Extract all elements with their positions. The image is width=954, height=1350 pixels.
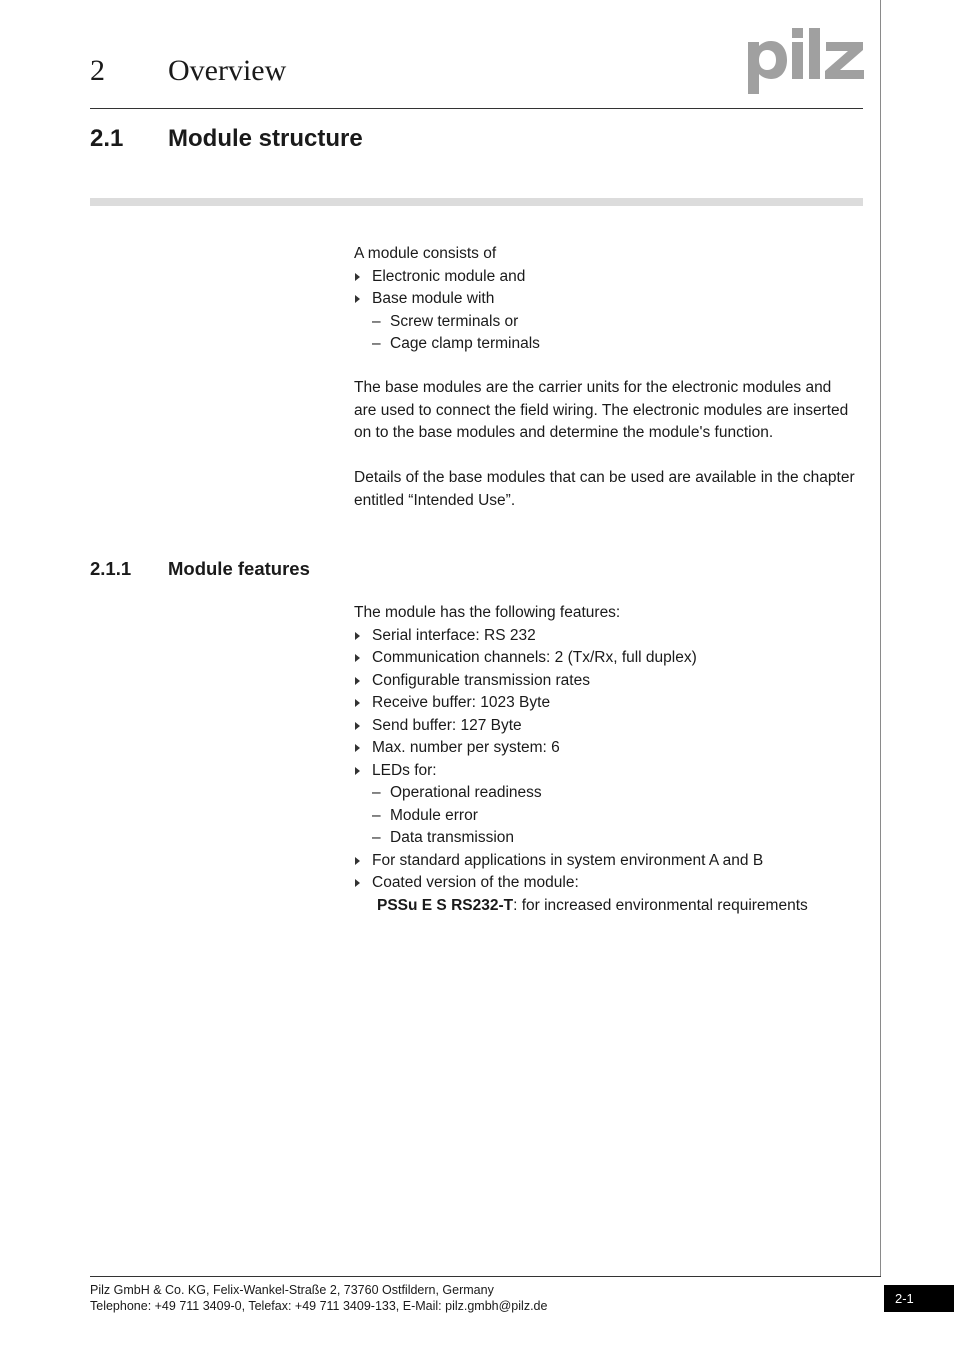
sub-list-item-text: Data transmission bbox=[390, 829, 515, 846]
triangle-bullet-icon bbox=[355, 273, 360, 281]
chapter-title: Overview bbox=[168, 54, 287, 87]
list-item bbox=[354, 737, 864, 760]
list-intro: The module has the following features: bbox=[354, 604, 621, 621]
list-item bbox=[354, 266, 864, 289]
list-item bbox=[354, 872, 864, 895]
product-name: PSSu E S RS232-T bbox=[377, 896, 514, 914]
triangle-bullet-icon bbox=[355, 677, 360, 685]
list-item bbox=[354, 760, 864, 783]
triangle-bullet-icon bbox=[355, 654, 360, 662]
list-item bbox=[354, 288, 864, 311]
list-item bbox=[354, 647, 864, 670]
page-number: 2-1 bbox=[884, 1285, 954, 1312]
pilz-logo bbox=[748, 28, 864, 94]
sub-list-item-text: Screw terminals or bbox=[390, 312, 519, 330]
subsection-title: Module features bbox=[168, 558, 310, 579]
dash-bullet-icon: – bbox=[372, 335, 381, 352]
paragraph-line: entitled “Intended Use”. bbox=[354, 491, 516, 509]
list-item bbox=[354, 850, 864, 873]
paragraph-line: Details of the base modules that can be used are available in the chapter bbox=[354, 469, 855, 486]
triangle-bullet-icon bbox=[355, 767, 360, 775]
list-item-text: Send buffer: 127 Byte bbox=[372, 716, 522, 734]
triangle-bullet-icon bbox=[355, 857, 360, 865]
list-item bbox=[354, 625, 864, 648]
triangle-bullet-icon bbox=[355, 879, 360, 887]
list-item bbox=[354, 692, 864, 715]
sub-list-item bbox=[354, 805, 864, 828]
triangle-bullet-icon bbox=[355, 699, 360, 707]
triangle-bullet-icon bbox=[355, 632, 360, 640]
module-structure-list bbox=[354, 243, 864, 356]
paragraph-line: on to the base modules and determine the module's function. bbox=[354, 424, 774, 441]
section-divider-bar bbox=[90, 198, 863, 206]
chapter-number: 2 bbox=[90, 54, 105, 87]
list-item-text: Max. number per system: 6 bbox=[372, 739, 560, 756]
footer-line: Pilz GmbH & Co. KG, Felix-Wankel-Straße 2, 73760 Ostfildern, Germany bbox=[90, 1283, 494, 1297]
list-item-text: Receive buffer: 1023 Byte bbox=[372, 694, 551, 711]
list-intro: A module consists of bbox=[354, 245, 497, 262]
triangle-bullet-icon bbox=[355, 722, 360, 730]
section-title: Module structure bbox=[168, 125, 363, 152]
sub-list-item bbox=[354, 333, 864, 356]
list-item-text: Electronic module and bbox=[372, 267, 526, 285]
paragraph-line: The base modules are the carrier units for the electronic modules and bbox=[354, 379, 832, 396]
paragraph-details bbox=[354, 467, 864, 512]
sub-list-item-text: Module error bbox=[390, 806, 478, 824]
dash-bullet-icon: – bbox=[372, 829, 381, 846]
list-item bbox=[354, 715, 864, 738]
sub-list-item-text: Cage clamp terminals bbox=[390, 335, 540, 352]
footer-rule bbox=[90, 1276, 881, 1277]
dash-bullet-icon: – bbox=[372, 784, 381, 801]
sub-list-item bbox=[354, 782, 864, 805]
paragraph-base-modules bbox=[354, 377, 864, 445]
list-item-text: Serial interface: RS 232 bbox=[372, 626, 536, 644]
triangle-bullet-icon bbox=[355, 744, 360, 752]
footer-line: Telephone: +49 711 3409-0, Telefax: +49 711 3409-133, E-Mail: pilz.gmbh@pilz.de bbox=[90, 1299, 548, 1313]
list-item-text: Configurable transmission rates bbox=[372, 671, 590, 689]
list-item bbox=[354, 670, 864, 693]
coated-version-line bbox=[354, 895, 864, 918]
list-item-text: LEDs for: bbox=[372, 761, 437, 779]
dash-bullet-icon: – bbox=[372, 806, 381, 824]
list-item-text: Base module with bbox=[372, 290, 495, 307]
footer-address bbox=[90, 1282, 547, 1314]
sub-list-item bbox=[354, 827, 864, 850]
sub-list-item bbox=[354, 311, 864, 334]
module-features-list bbox=[354, 602, 864, 917]
triangle-bullet-icon bbox=[355, 295, 360, 303]
paragraph-line: are used to connect the field wiring. The electronic modules are inserted bbox=[354, 401, 849, 419]
margin-rule bbox=[880, 0, 881, 1276]
list-item-text: Coated version of the module: bbox=[372, 874, 579, 891]
sub-list-item-text: Operational readiness bbox=[390, 784, 542, 801]
product-description: : for increased environmental requirements bbox=[513, 896, 808, 914]
list-item-text: Communication channels: 2 (Tx/Rx, full duplex) bbox=[372, 649, 697, 666]
subsection-number: 2.1.1 bbox=[90, 558, 132, 579]
header-rule bbox=[90, 108, 863, 109]
list-item-text: For standard applications in system environment A and B bbox=[372, 851, 764, 869]
section-number: 2.1 bbox=[90, 125, 124, 152]
dash-bullet-icon: – bbox=[372, 312, 381, 330]
